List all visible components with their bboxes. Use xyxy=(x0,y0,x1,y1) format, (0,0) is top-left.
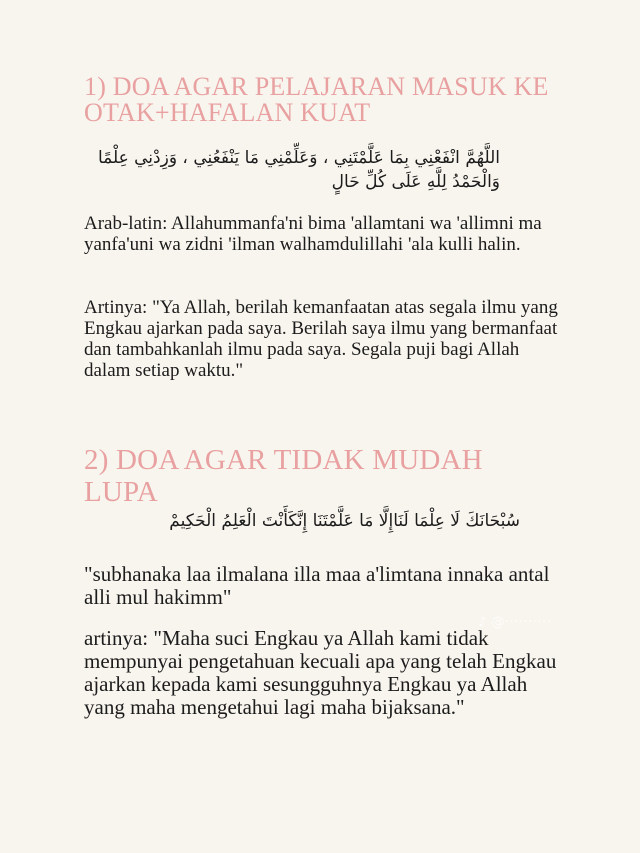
section-2-latin-text: "subhanaka laa ilmalana illa maa a'limtana innaka antal alli mul hakimm" xyxy=(84,562,550,609)
section-2-heading: 2) DOA AGAR TIDAK MUDAH LUPA xyxy=(84,444,483,508)
section-1-heading: 1) DOA AGAR PELAJARAN MASUK KE OTAK+HAFALAN KUAT xyxy=(84,72,549,127)
section-2-arabic-text: سُبْحَانَكَ لَا عِلْمَا لَنَاإِلَّا مَا عَلَّمْتَنَا إِنَّكَأَنْتَ الْعَلِمُ الْحَكِيمْ xyxy=(169,511,520,531)
section-1-meaning-text: Artinya: "Ya Allah, berilah kemanfaatan atas segala ilmu yang Engkau ajarkan pada saya. Berilah saya ilmu yang bermanfaat dan tambahkanlah ilmu pada saya. Segala puji bagi Allah dalam setiap waktu." xyxy=(84,297,558,381)
section-1-arabic-text: اللَّهُمَّ انْفَعْنِي بِمَا عَلَّمْتَنِي ، وَعَلِّمْنِي مَا يَنْفَعُنِي ، وَزِدْنِي عِلْمًا وَالْحَمْدُ لِلَّهِ عَلَى كُلِّ حَالٍ xyxy=(97,148,500,192)
section-2-meaning-text: artinya: "Maha suci Engkau ya Allah kami tidak mempunyai pengetahuan kecuali apa yang telah Engkau ajarkan kepada kami sesungguhnya Engkau ya Allah yang maha mengetahui lagi maha bijaksana." xyxy=(84,626,557,719)
section-1-latin-text: Arab-latin: Allahummanfa'ni bima 'allamtani wa 'allimni ma yanfa'uni wa zidni 'ilman walhamdulillahi 'ala kulli halin. xyxy=(84,213,542,255)
watermark-logo: ♪ @‧‧‧‧‧‧‧‧‧‧ xyxy=(478,615,552,630)
